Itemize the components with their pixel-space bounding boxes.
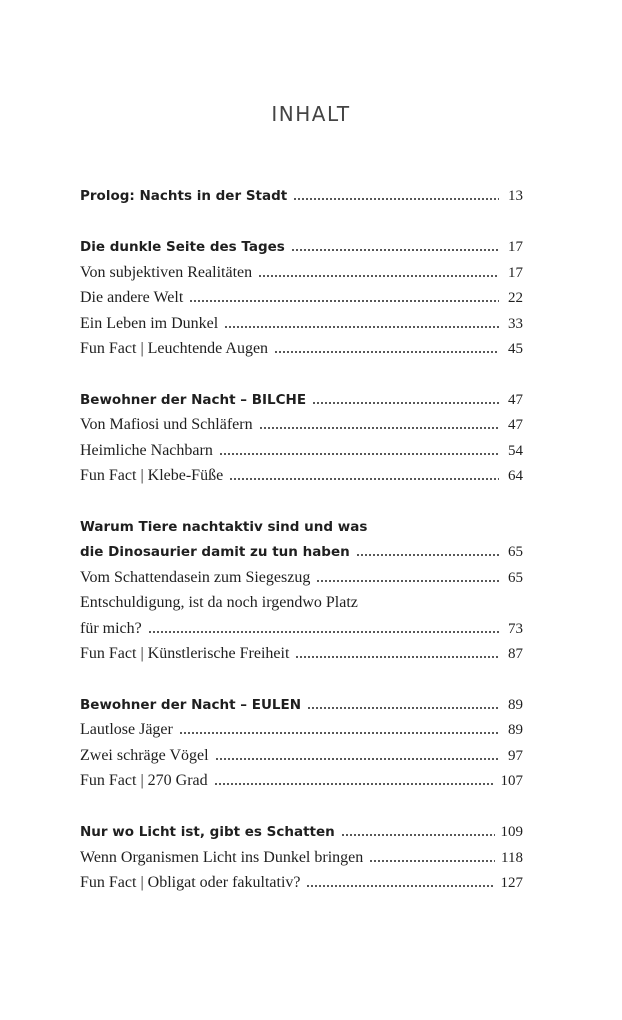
toc-entry-label: Entschuldigung, ist da noch irgendwo Platz: [80, 594, 358, 611]
toc-entry-label: Warum Tiere nachtaktiv sind und was: [80, 519, 368, 535]
toc-entry[interactable]: [80, 869, 523, 893]
toc-entry-label: Die dunkle Seite des Tages: [80, 239, 285, 255]
toc-entry-page: 64: [508, 468, 523, 484]
dot-leader: [219, 452, 499, 456]
toc-entry-chapter[interactable]: [80, 386, 523, 410]
toc-entry-label: Fun Fact | Klebe-Füße: [80, 467, 224, 484]
toc-entry-label: für mich?: [80, 620, 142, 637]
toc-entry-label: Wenn Organismen Licht ins Dunkel bringen: [80, 849, 364, 866]
toc-entry-page: 17: [508, 239, 523, 255]
toc-entry-label: Fun Fact | Obligat oder fakultativ?: [80, 874, 301, 891]
dot-leader: [214, 782, 495, 786]
toc-entry-label: Fun Fact | 270 Grad: [80, 772, 208, 789]
toc-entry-page: 13: [508, 188, 523, 204]
toc-entry-page: 17: [508, 265, 523, 281]
dot-leader: [295, 655, 499, 659]
toc-entry[interactable]: [80, 411, 523, 435]
toc-entry-page: 45: [508, 341, 523, 357]
toc-entry-page: 109: [500, 824, 523, 840]
toc-entry-label: Die andere Welt: [80, 289, 184, 306]
toc-entry-page: 89: [508, 697, 523, 713]
page-title: INHALT: [271, 102, 351, 126]
toc-entry-page: 22: [508, 290, 523, 306]
toc-entry-line1: [80, 589, 523, 613]
toc-entry-page: 107: [500, 773, 523, 789]
toc-entry-chapter[interactable]: [80, 691, 523, 715]
dot-leader: [307, 706, 499, 710]
toc-entry-page: 73: [508, 621, 523, 637]
toc-entry-page: 54: [508, 443, 523, 459]
toc-entry-label: Prolog: Nachts in der Stadt: [80, 188, 288, 204]
dot-leader: [179, 731, 499, 735]
toc-entry-chapter[interactable]: [80, 233, 523, 257]
toc-entry-label: Nur wo Licht ist, gibt es Schatten: [80, 824, 335, 840]
toc-entry-label: Fun Fact | Künstlerische Freiheit: [80, 645, 290, 662]
toc-entry-chapter-line1: [80, 513, 523, 537]
dot-leader: [229, 477, 499, 481]
toc-entry[interactable]: [80, 615, 523, 639]
dot-leader: [258, 274, 499, 278]
toc-entry-page: 65: [508, 544, 523, 560]
toc-entry-prolog[interactable]: [80, 182, 523, 206]
toc-entry-page: 87: [508, 646, 523, 662]
toc-entry-label: Bewohner der Nacht – BILCHE: [80, 392, 307, 408]
dot-leader: [341, 833, 495, 837]
toc-entry-label: die Dinosaurier damit zu tun haben: [80, 544, 350, 560]
toc-entry-label: Ein Leben im Dunkel: [80, 315, 219, 332]
toc-entry-label: Von Mafiosi und Schläfern: [80, 416, 253, 433]
toc-entry[interactable]: [80, 284, 523, 308]
toc-entry-label: Zwei schräge Vögel: [80, 747, 209, 764]
dot-leader: [259, 426, 499, 430]
toc-entry-page: 89: [508, 722, 523, 738]
toc-entry-page: 127: [500, 875, 523, 891]
dot-leader: [274, 350, 499, 354]
dot-leader: [291, 248, 499, 252]
dot-leader: [224, 325, 499, 329]
dot-leader: [316, 579, 499, 583]
toc-entry-chapter[interactable]: [80, 538, 523, 562]
toc-entry-page: 47: [508, 392, 523, 408]
toc-entry-label: Heimliche Nachbarn: [80, 442, 213, 459]
toc-entry-chapter[interactable]: [80, 818, 523, 842]
toc-entry[interactable]: [80, 742, 523, 766]
dot-leader: [306, 884, 494, 888]
toc-entry[interactable]: [80, 767, 523, 791]
toc-entry[interactable]: [80, 716, 523, 740]
dot-leader: [312, 401, 499, 405]
toc-entry-label: Vom Schattendasein zum Siegeszug: [80, 569, 311, 586]
toc-entry-page: 47: [508, 417, 523, 433]
toc-entry-page: 118: [501, 850, 523, 866]
dot-leader: [369, 859, 495, 863]
toc-entry-page: 33: [508, 316, 523, 332]
toc-entry-label: Bewohner der Nacht – EULEN: [80, 697, 302, 713]
toc-entry[interactable]: [80, 437, 523, 461]
toc-entry-label: Fun Fact | Leuchtende Augen: [80, 340, 269, 357]
dot-leader: [215, 757, 499, 761]
dot-leader: [189, 299, 499, 303]
toc-entry-page: 97: [508, 748, 523, 764]
toc-entry-page: 65: [508, 570, 523, 586]
dot-leader: [148, 630, 499, 634]
toc-entry[interactable]: [80, 259, 523, 283]
toc-entry[interactable]: [80, 310, 523, 334]
toc-entry-label: Lautlose Jäger: [80, 721, 173, 738]
toc-entry[interactable]: [80, 462, 523, 486]
toc-entry[interactable]: [80, 335, 523, 359]
toc-entry[interactable]: [80, 640, 523, 664]
toc-entry-label: Von subjektiven Realitäten: [80, 264, 253, 281]
dot-leader: [293, 197, 499, 201]
toc-entry[interactable]: [80, 564, 523, 588]
toc-entry[interactable]: [80, 844, 523, 868]
dot-leader: [356, 553, 499, 557]
